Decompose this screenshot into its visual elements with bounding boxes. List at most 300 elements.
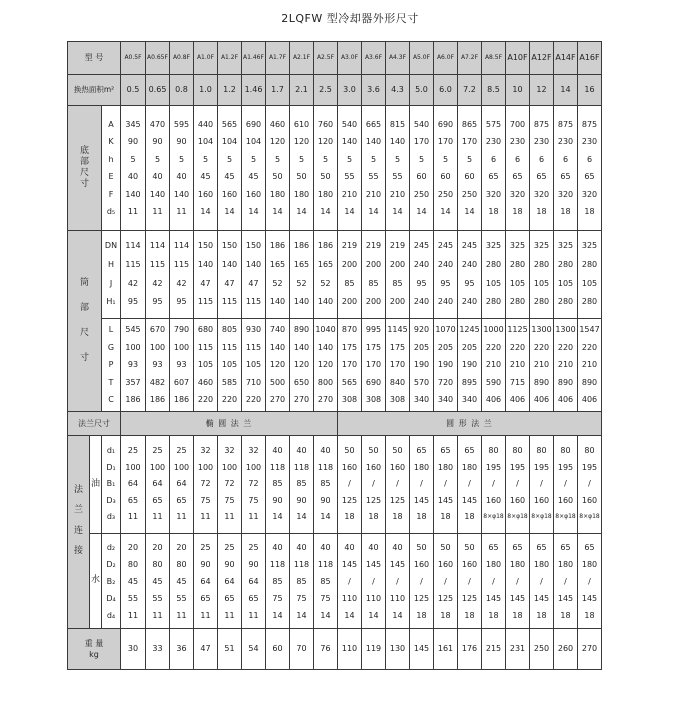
cell-value: 80 [560,446,571,456]
cell-value: 120 [317,137,334,146]
cell-value: 5 [154,154,161,164]
cell-value: / [468,576,471,586]
cell-value: 145 [533,593,550,603]
value-cell [434,319,458,412]
cell-value: 14 [272,610,283,620]
cell-value: 195 [509,462,526,472]
value-cell [290,106,314,231]
cell-value: 42 [152,278,163,288]
value-cell [218,534,242,629]
value-cell [266,106,290,231]
cell-value: 140 [365,137,382,146]
cell-value: 18 [440,610,451,620]
cell-value: 220 [533,342,550,352]
cell-value: 90 [296,495,307,505]
cell-value: 50 [440,542,451,552]
cell-value: 160 [245,189,262,199]
cell-value: 47 [200,278,211,288]
cell-value: 145 [485,593,502,603]
cell-value: 280 [509,297,526,307]
area-label: 换热面积m² [68,75,121,106]
cell-value: 64 [127,479,139,489]
dim-name: J [109,278,113,288]
cell-value: 75 [248,495,259,505]
cell-value: / [372,576,375,586]
value-cell [314,319,338,412]
cell-value: 52 [272,278,283,288]
cell-value: 65 [224,593,235,603]
dim-name: C [108,395,114,405]
page-title: 2LQFW 型冷却器外形尺寸 [281,12,419,25]
cell-value: 14 [416,207,427,216]
area-cell: 8.5 [482,75,506,106]
value-cell [146,436,170,534]
cell-value: 240 [413,259,430,269]
value-cell [266,231,290,319]
cell-value: / [564,576,567,586]
area-cell: 1.7 [266,75,290,106]
cell-value: 114 [125,241,141,251]
value-cell [194,534,218,629]
cell-value: 80 [536,446,547,456]
cell-value: 50 [368,446,379,456]
cell-value: 75 [224,495,235,505]
value-cell [146,319,170,412]
base-label [68,106,102,231]
cell-value: 5 [226,154,233,164]
cell-value: 406 [509,395,526,405]
cell-value: 100 [173,462,190,472]
cell-value: 65 [584,542,595,552]
value-cell [554,436,578,534]
cell-value: 175 [365,342,382,352]
cell-value: 160 [221,189,238,199]
cell-value: 170 [389,360,406,370]
cell-value: 460 [197,377,214,387]
area-cell: 16 [578,75,602,106]
model-cell: A14F [554,42,578,75]
label-char: 法 [73,485,83,495]
cell-value: 65 [248,593,259,603]
cell-value: 482 [149,377,166,387]
cell-value: 95 [127,297,139,307]
cell-value: 90 [320,495,331,505]
weight-cell: 260 [554,629,578,670]
cell-value: 105 [557,278,574,288]
value-cell [218,436,242,534]
cell-value: 18 [512,610,523,620]
cell-value: 406 [557,395,574,405]
cell-value: 105 [581,278,598,288]
value-cell [458,534,482,629]
cell-value: 65 [512,542,523,552]
cell-value: 875 [557,119,574,129]
value-cell [434,534,458,629]
cell-value: 320 [557,189,574,199]
cell-value: 190 [461,360,478,370]
cell-value: 160 [509,495,526,505]
cell-value: 75 [272,593,283,603]
ellipse-flange-label: 椭 圆 法 兰 [121,412,338,436]
cell-value: 720 [437,377,454,387]
cell-value: 115 [197,297,214,307]
cell-value: 40 [344,542,355,552]
cell-value: 565 [221,119,238,129]
cell-value: 25 [224,542,235,552]
cell-value: 40 [296,542,307,552]
cell-value: 18 [440,512,451,522]
dim-name: D₃ [106,495,116,505]
cell-value: 75 [296,593,307,603]
dim-name: T [108,377,114,387]
cell-value: 890 [293,325,310,335]
cell-value: 18 [344,512,355,522]
weight-label-text: 重 量 [84,638,104,648]
cell-value: 219 [341,241,358,251]
cell-value: 65 [152,495,163,505]
cell-value: 60 [416,172,427,181]
value-cell [338,534,362,629]
cell-value: 219 [389,241,406,251]
cell-value: 14 [272,512,283,522]
cell-value: 8×φ18 [483,513,504,521]
model-cell: A2.1F [290,42,314,75]
cell-value: 14 [320,207,331,216]
cell-value: 11 [200,512,211,522]
value-cell [314,534,338,629]
cell-value: 65 [536,542,547,552]
cell-value: / [420,479,423,489]
cell-value: 240 [413,297,430,307]
cell-value: 690 [245,119,262,129]
cell-value: 14 [368,610,379,620]
cell-value: 5 [442,154,449,164]
cell-value: 55 [392,172,403,181]
cell-value: 790 [173,325,190,335]
cell-value: 270 [269,395,286,405]
barrel-dims-top [102,231,121,319]
barrel-section-top [68,231,602,319]
value-cell [170,436,194,534]
cell-value: 245 [461,241,478,251]
cell-value: 14 [392,207,403,216]
cell-value: 18 [416,610,427,620]
cell-value: 85 [296,576,307,586]
value-cell [578,436,602,534]
cell-value: 230 [533,137,550,146]
cell-value: 14 [296,512,307,522]
cell-value: 200 [389,259,406,269]
value-cell [434,231,458,319]
value-cell [554,231,578,319]
model-cell: A2.5F [314,42,338,75]
value-cell [362,534,386,629]
cell-value: 160 [461,559,478,569]
cell-value: 40 [368,542,379,552]
area-cell: 12 [530,75,554,106]
cell-value: 14 [368,207,379,216]
cell-value: 690 [437,119,454,129]
cell-value: 118 [317,559,334,569]
cell-value: 815 [389,119,406,129]
dim-name: H₁ [106,297,116,307]
value-cell [242,106,266,231]
cell-value: 140 [197,259,214,269]
cell-value: 195 [485,462,502,472]
value-cell [242,231,266,319]
value-cell [410,231,434,319]
cell-value: / [468,479,471,489]
cell-value: 47 [248,278,259,288]
cell-value: 220 [245,395,262,405]
cell-value: 180 [437,462,454,472]
cell-value: 195 [557,462,574,472]
cell-value: 95 [416,278,427,288]
cell-value: 100 [245,462,262,472]
value-cell [194,436,218,534]
cell-value: 195 [581,462,598,472]
cell-value: 90 [152,137,163,146]
cell-value: 5 [346,154,353,164]
cell-value: 85 [392,278,403,288]
cell-value: 18 [464,610,475,620]
cell-value: 14 [200,207,211,216]
value-cell [410,436,434,534]
cell-value: / [588,576,591,586]
cell-value: 140 [317,297,334,307]
cell-value: 280 [509,259,526,269]
cell-value: 186 [149,395,166,405]
cell-value: 65 [584,172,595,181]
cell-value: 11 [176,512,187,522]
cell-value: 875 [581,119,598,129]
cell-value: 220 [509,342,526,352]
cell-value: 118 [317,462,334,472]
value-cell [578,534,602,629]
cell-value: 140 [173,189,190,199]
cell-value: 18 [416,512,427,522]
value-cell [434,436,458,534]
cell-value: 18 [536,610,547,620]
value-cell [554,106,578,231]
cell-value: 60 [440,172,451,181]
cell-value: 140 [269,297,286,307]
cell-value: 8×φ18 [555,513,576,521]
cell-value: 240 [461,259,478,269]
cell-value: 895 [461,377,478,387]
cell-value: 5 [202,154,209,164]
cell-value: 55 [127,593,139,603]
barrel-label [68,231,102,412]
cell-value: 80 [512,446,523,456]
cell-value: 595 [173,119,190,129]
cell-value: 45 [224,172,235,181]
cell-value: 700 [509,119,526,129]
cell-value: 145 [581,593,598,603]
model-cell: A4.3F [386,42,410,75]
cell-value: 50 [416,542,427,552]
cell-value: 65 [560,542,571,552]
weight-cell: 215 [482,629,506,670]
cell-value: 11 [152,610,163,620]
cell-value: 210 [557,360,574,370]
cell-value: 160 [581,495,598,505]
value-cell [338,231,362,319]
weight-row [68,629,602,670]
cell-value: 280 [581,297,598,307]
cell-value: 740 [269,325,286,335]
cell-value: 175 [389,342,406,352]
cell-value: 150 [245,241,262,251]
cell-value: 245 [437,241,454,251]
cell-value: 280 [485,259,502,269]
cell-value: 14 [320,610,331,620]
cell-value: 20 [152,542,163,552]
cell-value: 1070 [435,325,456,335]
cell-value: 280 [485,297,502,307]
cell-value: 11 [200,610,211,620]
value-cell [530,231,554,319]
cell-value: 14 [344,610,355,620]
area-cell: 14 [554,75,578,106]
label-char: 尺 [79,168,89,178]
value-cell [121,231,146,319]
cell-value: 540 [413,119,430,129]
value-cell [266,319,290,412]
cell-value: 93 [176,360,187,370]
dim-name: K [108,137,114,146]
area-cell: 2.5 [314,75,338,106]
cell-value: 406 [581,395,598,405]
cell-value: 40 [320,446,331,456]
cell-value: 25 [152,446,163,456]
weight-cell: 54 [242,629,266,670]
value-cell [290,436,314,534]
cell-value: 114 [173,241,190,251]
cell-value: 145 [509,593,526,603]
area-cell: 2.1 [290,75,314,106]
cell-value: 230 [485,137,502,146]
model-cell: A1.2F [218,42,242,75]
value-cell [266,534,290,629]
cell-value: 470 [149,119,166,129]
cell-value: 100 [149,342,166,352]
cell-value: 11 [248,512,259,522]
value-cell [314,436,338,534]
dim-name: G [107,342,115,352]
cell-value: 115 [221,297,238,307]
cell-value: 104 [245,137,262,146]
cell-value: 72 [200,479,211,489]
cell-value: 72 [248,479,259,489]
cell-value: 186 [173,395,190,405]
value-cell [506,231,530,319]
cell-value: 680 [197,325,214,335]
weight-cell: 145 [410,629,434,670]
value-cell [290,231,314,319]
cell-value: 325 [581,241,598,251]
cell-value: 104 [197,137,214,146]
cell-value: 865 [461,119,478,129]
area-cell: 1.46 [242,75,266,106]
cell-value: 175 [341,342,358,352]
cell-value: 11 [248,610,259,620]
value-cell [386,106,410,231]
value-cell [482,436,506,534]
cell-value: 95 [176,297,187,307]
cell-value: / [516,479,519,489]
cell-value: 52 [296,278,307,288]
cell-value: 65 [127,495,139,505]
value-cell [362,319,386,412]
cell-value: 180 [509,559,526,569]
cell-value: 180 [581,559,598,569]
cell-value: / [372,479,375,489]
cell-value: 205 [461,342,478,352]
cell-value: 14 [224,207,235,216]
cell-value: 320 [509,189,526,199]
cell-value: 64 [176,479,187,489]
cell-value: 120 [269,137,286,146]
cell-value: 280 [557,259,574,269]
cell-value: 115 [221,342,238,352]
cell-value: 6 [538,154,545,164]
cell-value: 665 [365,119,382,129]
value-cell [482,106,506,231]
cell-value: 20 [176,542,187,552]
cell-value: 186 [317,241,334,251]
cell-value: 460 [269,119,286,129]
cell-value: 160 [365,462,382,472]
cell-value: 14 [248,207,259,216]
cell-value: 42 [127,278,139,288]
cell-value: 180 [557,559,574,569]
cell-value: 14 [392,610,403,620]
cell-value: 114 [149,241,166,251]
cell-value: 320 [581,189,598,199]
weight-cell: 51 [218,629,242,670]
cell-value: 32 [200,446,211,456]
cell-value: 64 [224,576,235,586]
cell-value: 145 [413,495,430,505]
cell-value: 65 [488,172,499,181]
cell-value: 610 [293,119,310,129]
cell-value: 60 [464,172,475,181]
cell-value: 140 [245,259,262,269]
cell-value: 115 [125,259,141,269]
round-flange-label: 圆 形 法 兰 [338,412,602,436]
cell-value: 125 [461,593,478,603]
value-cell [170,231,194,319]
cell-value: 140 [389,137,406,146]
label-char: 寸 [79,179,89,190]
flange-label: 法兰尺寸 [68,412,121,436]
value-cell [578,231,602,319]
cell-value: 115 [149,259,166,269]
value-cell [458,319,482,412]
value-cell [530,534,554,629]
cell-value: 160 [341,462,358,472]
cell-value: 220 [485,342,502,352]
cell-value: 55 [344,172,355,181]
cell-value: 118 [293,462,310,472]
value-cell [458,106,482,231]
base-section [68,106,602,231]
cell-value: 180 [533,559,550,569]
cell-value: 5 [250,154,257,164]
value-cell [338,106,362,231]
area-cell: 4.3 [386,75,410,106]
